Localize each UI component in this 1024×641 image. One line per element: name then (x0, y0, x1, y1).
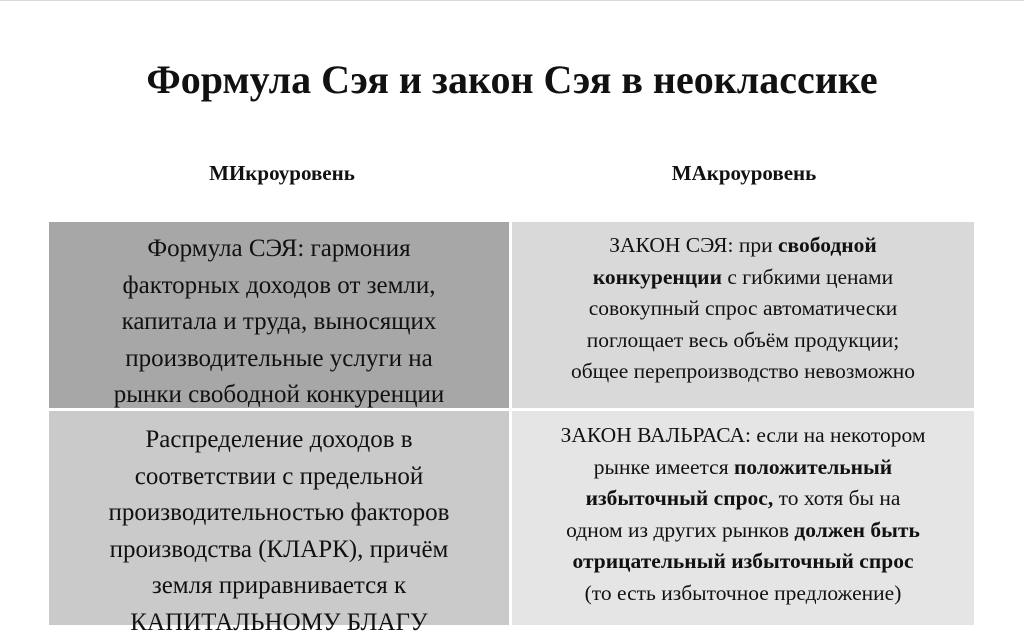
text-line (561, 515, 926, 547)
text-line: производительностью факторов (109, 495, 450, 532)
cell-income-distribution (49, 411, 509, 625)
text-fragment: то хотя бы на (773, 486, 900, 510)
bold-fragment: должен быть (794, 518, 919, 542)
text-line (561, 483, 926, 515)
column-header-macro: МАкроуровень (514, 160, 974, 186)
comparison-table (49, 222, 975, 626)
text-line (561, 452, 926, 484)
cell-say-formula (49, 222, 509, 408)
walras-law-text (561, 420, 926, 609)
bold-fragment: положительный (734, 455, 892, 479)
text-line: производительные услуги на (114, 341, 445, 378)
say-formula-text (114, 231, 445, 414)
text-line (571, 262, 915, 294)
text-line: производства (КЛАРК), причём (109, 532, 450, 569)
cell-say-law (512, 222, 974, 408)
bold-fragment: избыточный спрос, (586, 486, 774, 510)
say-law-text (571, 230, 915, 388)
text-line: КАПИТАЛЬНОМУ БЛАГУ (109, 605, 450, 641)
text-line (561, 546, 926, 578)
cell-walras-law (512, 411, 974, 625)
text-line: капитала и труда, выносящих (114, 304, 445, 341)
text-fragment: одном из других рынков (566, 518, 794, 542)
top-border-line (0, 0, 1024, 1)
bold-fragment: свободной (778, 233, 877, 257)
text-line: поглощает весь объём продукции; (571, 325, 915, 357)
text-line (571, 230, 915, 262)
text-line: совокупный спрос автоматически (571, 293, 915, 325)
income-distribution-text (109, 422, 450, 641)
column-header-micro: МИкроуровень (52, 160, 512, 186)
text-line: Формула СЭЯ: гармония (114, 231, 445, 268)
text-fragment: с гибкими ценами (722, 265, 893, 289)
text-fragment: рынке имеется (594, 455, 734, 479)
text-line: рынки свободной конкуренции (114, 377, 445, 414)
text-line: соответствии с предельной (109, 459, 450, 496)
bold-fragment: конкуренции (593, 265, 722, 289)
text-line: земля приравнивается к (109, 568, 450, 605)
text-line: Распределение доходов в (109, 422, 450, 459)
text-line: ЗАКОН ВАЛЬРАСА: если на некотором (561, 420, 926, 452)
text-fragment: ЗАКОН СЭЯ: при (609, 233, 778, 257)
text-line: факторных доходов от земли, (114, 268, 445, 305)
slide-title: Формула Сэя и закон Сэя в неоклассике (0, 54, 1024, 106)
text-line: общее перепроизводство невозможно (571, 356, 915, 388)
text-line: (то есть избыточное предложение) (561, 578, 926, 610)
bold-fragment: отрицательный избыточный спрос (573, 549, 914, 573)
